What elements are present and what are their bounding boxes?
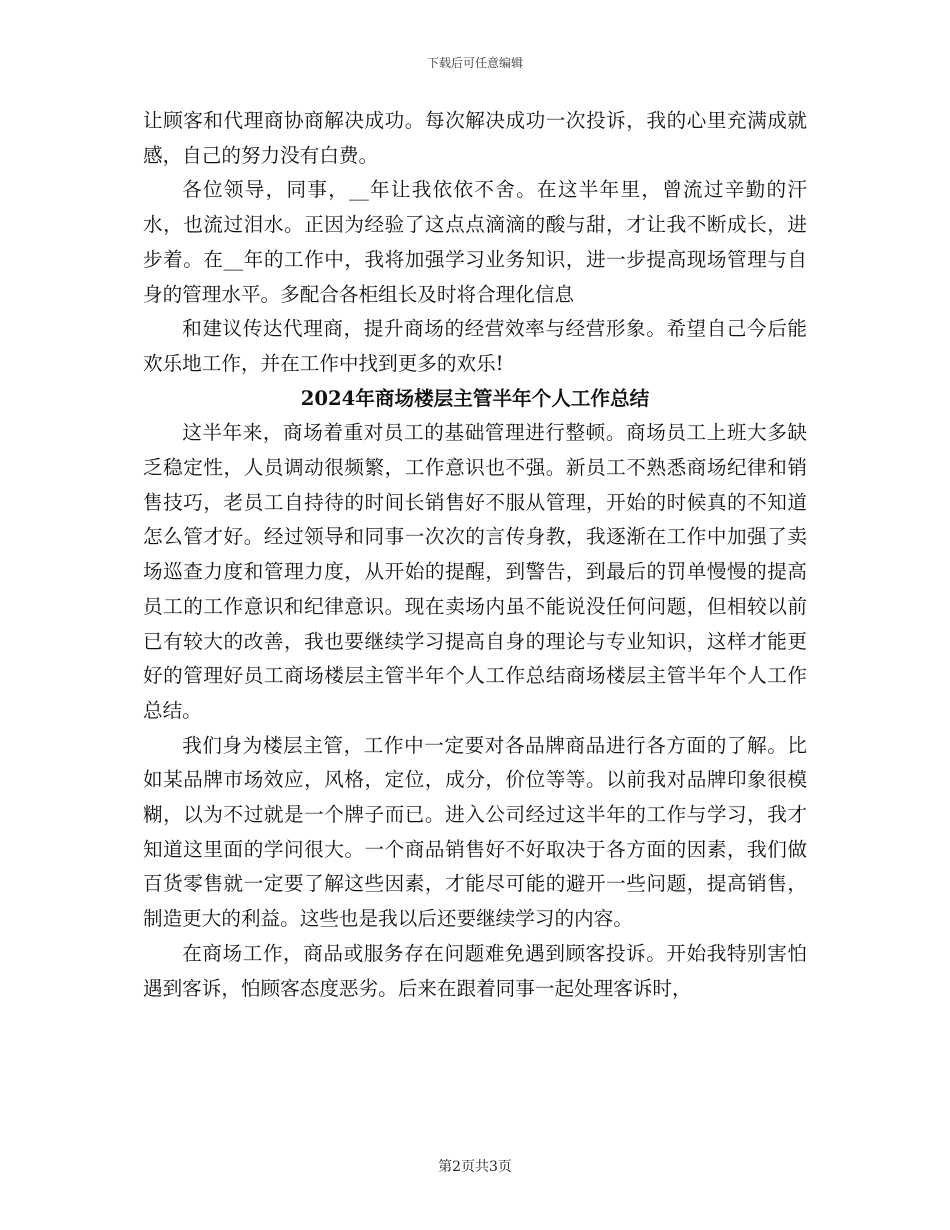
paragraph: 这半年来，商场着重对员工的基础管理进行整顿。商场员工上班大多缺乏稳定性，人员调动很频繁，工作意识也不强。新员工不熟悉商场纪律和销售技巧，老员工自持待的时间长销售好不服从管理，开始的时候真的不知道怎么管才好。经过领导和同事一次次的言传身教，我逐渐在工作中加强了卖场巡查力度和管理力度，从开始的提醒，到警告，到最后的罚单慢慢的提高员工的工作意识和纪律意识。现在卖场内虽不能说没任何问题，但相较以前已有较大的改善，我也要继续学习提高自身的理论与专业知识，这样才能更好的管理好员工商场楼层主管半年个人工作总结商场楼层主管半年个人工作总结。 <box>143 421 807 722</box>
paragraph: 在商场工作，商品或服务存在问题难免遇到顾客投诉。开始我特别害怕遇到客诉，怕顾客态度恶劣。后来在跟着同事一起处理客诉时， <box>143 941 807 1000</box>
page-header: 下载后可任意编辑 <box>426 56 523 70</box>
paragraph: 和建议传达代理商，提升商场的经营效率与经营形象。希望自己今后能欢乐地工作，并在工作中找到更多的欢乐! <box>143 317 807 375</box>
paragraph: 各位领导，同事，__年让我依依不舍。在这半年里，曾流过辛勤的汗水，也流过泪水。正因为经验了这点点滴滴的酸与甜，才让我不断成长，进步着。在__年的工作中，我将加强学习业务知识，进一步提高现场管理与自身的管理水平。多配合各柜组长及时将合理化信息 <box>143 178 807 306</box>
paragraph-continued: 让顾客和代理商协商解决成功。每次解决成功一次投诉，我的心里充满成就感，自己的努力没有白费。 <box>143 109 807 167</box>
section-title: 2024年商场楼层主管半年个人工作总结 <box>300 386 650 410</box>
page-footer: 第2页共3页 <box>438 1159 512 1175</box>
paragraph: 我们身为楼层主管，工作中一定要对各品牌商品进行各方面的了解。比如某品牌市场效应，风格，定位，成分，价位等等。以前我对品牌印象很模糊，以为不过就是一个牌子而已。进入公司经过这半年的工作与学习，我才知道这里面的学问很大。一个商品销售好不好取决于各方面的因素，我们做百货零售就一定要了解这些因素，才能尽可能的避开一些问题，提高销售，制造更大的利益。这些也是我以后还要继续学习的内容。 <box>143 733 807 931</box>
document-body <box>143 104 807 1006</box>
